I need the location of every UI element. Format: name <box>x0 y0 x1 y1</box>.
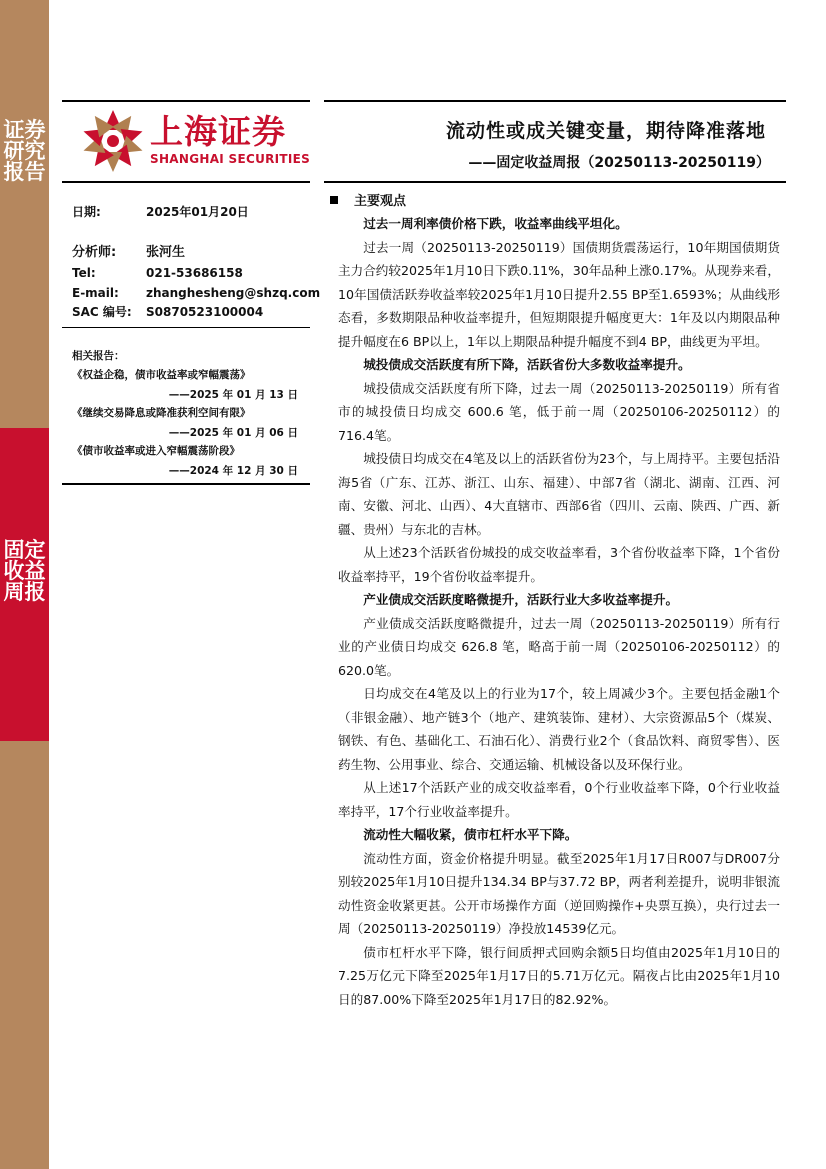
body-paragraph: 从上述17个活跃产业的成交收益率看，0个行业收益率下降，0个行业收益率持平，17个行业收益率提升。 <box>338 780 780 819</box>
related-report-2-date: ——2025 年 01 月 06 日 <box>168 427 298 439</box>
key-point-heading: 城投债成交活跃度有所下降，活跃省份大多数收益率提升。 <box>363 357 691 372</box>
related-report-2[interactable]: 《继续交易降息或降准获利空间有限》 <box>72 407 251 419</box>
sidebar-top-band <box>0 0 49 428</box>
tel-label: Tel: <box>72 266 96 280</box>
body-paragraph: 流动性方面，资金价格提升明显。截至2025年1月17日R007与DR007分别较2025年1月10日提升134.34 BP与37.72 BP，两者利差提升，说明非银流动性资金收紧更甚。公开市场操作方面（逆回购操作+央票互换），央行过去一周（20250113-20250119）净投放14539亿元。 <box>338 850 780 936</box>
body-paragraph: 产业债成交活跃度略微提升，过去一周（20250113-20250119）所有行业的产业债日均成交 626.8 笔，略高于前一周（20250106-20250112）的620.0笔。 <box>338 615 780 678</box>
sac-value: S0870523100004 <box>146 305 264 319</box>
related-report-1-date: ——2025 年 01 月 13 日 <box>168 389 298 401</box>
shanghai-securities-logo-icon <box>80 108 146 174</box>
key-point-heading: 产业债成交活跃度略微提升，活跃行业大多收益率提升。 <box>363 592 679 607</box>
body-text <box>338 212 780 1011</box>
key-point-heading: 过去一周利率债价格下跌，收益率曲线平坦化。 <box>363 216 628 231</box>
related-rule-bottom <box>62 483 310 485</box>
related-report-3-date: ——2024 年 12 月 30 日 <box>168 465 298 477</box>
sidebar-category-label: 证券研究报告 <box>3 118 46 184</box>
analyst-label: 分析师: <box>72 245 117 260</box>
date-value: 2025年01月20日 <box>146 205 249 219</box>
section-bullet-icon <box>330 196 338 204</box>
body-rule-top <box>324 181 786 183</box>
email-row <box>72 285 320 301</box>
email-value[interactable]: zhanghesheng@shzq.com <box>146 286 321 300</box>
section-title: 主要观点 <box>354 194 407 209</box>
analyst-row <box>72 245 185 261</box>
sidebar-bottom-band <box>0 741 49 1169</box>
header-rule-left <box>62 100 310 102</box>
sidebar-report-type-label: 固定收益周报 <box>3 538 46 604</box>
brand-name-en: SHANGHAI SECURITIES <box>150 152 311 166</box>
sac-row <box>72 304 263 320</box>
related-report-3[interactable]: 《债市收益率或进入窄幅震荡阶段》 <box>72 445 240 457</box>
related-report-1[interactable]: 《权益企稳，债市收益率或窄幅震荡》 <box>72 369 251 381</box>
body-paragraph: 从上述23个活跃省份城投的成交收益率看，3个省份收益率下降，1个省份收益率持平，19个省份收益率提升。 <box>338 545 780 584</box>
body-paragraph: 日均成交在4笔及以上的行业为17个，较上周减少3个。主要包括金融1个（非银金融）、地产链3个（地产、建筑装饰、建材）、大宗资源品5个（煤炭、钢铁、有色、基础化工、石油石化）、消费行业2个（食品饮料、商贸零售）、医药生物、公用事业、综合、交通运输、机械设备以及环保行业。 <box>338 686 780 772</box>
body-paragraph: 过去一周（20250113-20250119）国债期货震荡运行，10年期国债期货主力合约较2025年1月10日下跌0.11%，30年品种上涨0.17%。从现券来看，10年国债活跃券收益率较2025年1月10日提升2.55 BP至1.6593%；从曲线形态看，多数期限品种收益率提升，但短期限提升幅度更大：1年及以内期限品种提升幅度在6 BP以上，1年以上期限品种提升幅度不到4 BP，曲线更为平坦。 <box>338 239 780 349</box>
section-heading <box>330 190 406 209</box>
body-paragraph: 城投债日均成交在4笔及以上的活跃省份为23个，与上周持平。主要包括沿海5省（广东、江苏、浙江、山东、福建）、中部7省（湖北、湖南、江西、河南、安徽、河北、山西）、4大直辖市、西部6省（四川、云南、陕西、广西、新疆、贵州）与东北的吉林。 <box>338 451 780 537</box>
body-paragraph: 城投债成交活跃度有所下降，过去一周（20250113-20250119）所有省市的城投债日均成交 600.6 笔，低于前一周（20250106-20250112）的716.4笔。 <box>338 380 780 443</box>
key-point-heading: 流动性大幅收紧，债市杠杆水平下降。 <box>363 827 578 842</box>
analyst-value: 张河生 <box>146 245 186 260</box>
related-reports-title: 相关报告： <box>72 350 125 362</box>
report-subtitle: ——固定收益周报（20250113-20250119） <box>468 155 770 171</box>
tel-row <box>72 265 243 281</box>
date-row <box>72 204 249 220</box>
email-label: E-mail: <box>72 286 119 300</box>
brand-name-cn: 上海证券 <box>150 112 286 151</box>
body-paragraph: 债市杠杆水平下降，银行间质押式回购余额5日均值由2025年1月10日的7.25万亿元下降至2025年1月17日的5.71万亿元。隔夜占比由2025年1月10日的87.00%下降至2025年1月17日的82.92%。 <box>338 944 780 1007</box>
info-rule-top <box>62 181 310 183</box>
header-rule-right <box>324 100 786 102</box>
info-rule-bottom <box>62 327 310 328</box>
date-label: 日期: <box>72 205 101 219</box>
sac-label: SAC 编号: <box>72 305 132 319</box>
tel-value: 021-53686158 <box>146 266 243 280</box>
report-title: 流动性或成关键变量，期待降准落地 <box>445 120 766 142</box>
